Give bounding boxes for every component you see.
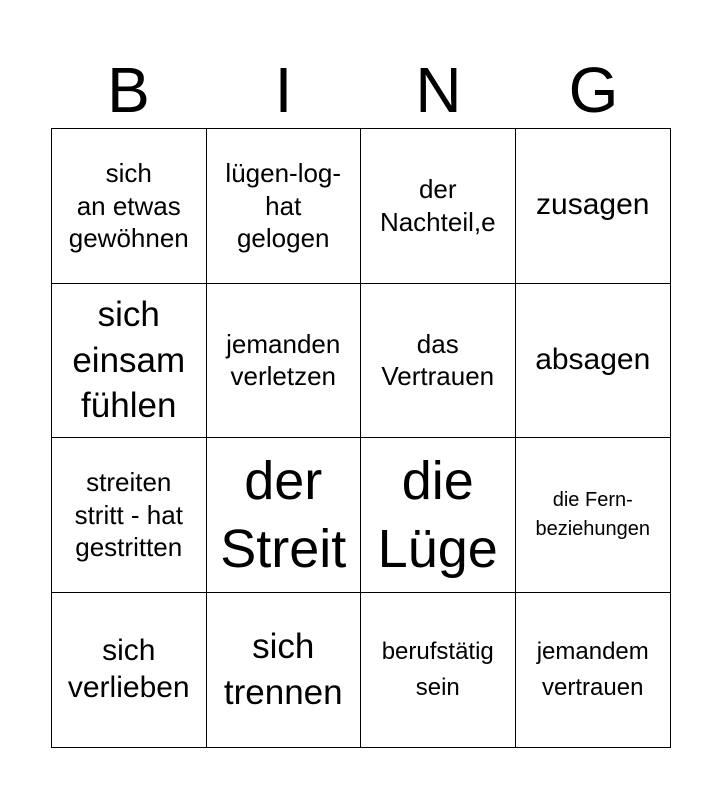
bingo-grid (51, 128, 671, 748)
bingo-cell-r1c1[interactable]: sich an etwas gewöhnen (52, 129, 207, 284)
bingo-cell-r3c2[interactable]: der Streit (207, 438, 362, 593)
bingo-header (51, 52, 671, 128)
header-letter-b: B (107, 54, 150, 126)
bingo-cell-r2c4[interactable]: absagen (516, 284, 671, 439)
header-letter-g: G (568, 54, 619, 126)
bingo-cell-r2c1[interactable]: sich einsam fühlen (52, 284, 207, 439)
header-letter-i: I (274, 54, 293, 126)
bingo-cell-r1c3[interactable]: der Nachteil,e (361, 129, 516, 284)
bingo-cell-r4c1[interactable]: sich verlieben (52, 593, 207, 748)
bingo-cell-r3c1[interactable]: streiten stritt - hat gestritten (52, 438, 207, 593)
bingo-cell-r4c3[interactable]: berufstätig sein (361, 593, 516, 748)
bingo-cell-r1c2[interactable]: lügen-log- hat gelogen (207, 129, 362, 284)
bingo-cell-r3c3[interactable]: die Lüge (361, 438, 516, 593)
bingo-cell-r1c4[interactable]: zusagen (516, 129, 671, 284)
header-letter-n: N (415, 54, 462, 126)
bingo-cell-r2c3[interactable]: das Vertrauen (361, 284, 516, 439)
bingo-cell-r3c4[interactable]: die Fern- beziehungen (516, 438, 671, 593)
bingo-cell-r4c4[interactable]: jemandem vertrauen (536, 637, 649, 701)
bingo-cell-r2c2[interactable]: jemanden verletzen (207, 284, 362, 439)
bingo-cell-r4c2[interactable]: sich trennen (207, 593, 362, 748)
